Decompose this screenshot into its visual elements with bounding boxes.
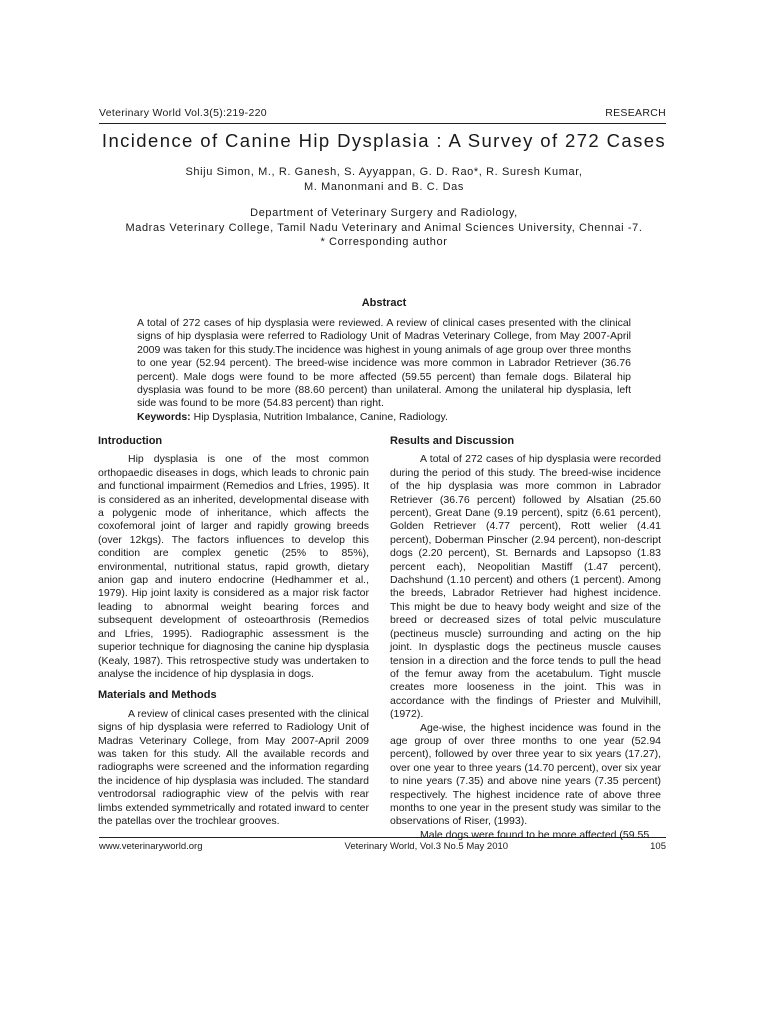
affiliation-line-1: Department of Veterinary Surgery and Radiology, — [250, 207, 518, 219]
author-line-1: Shiju Simon, M., R. Ganesh, S. Ayyappan, G. D. Rao*, R. Suresh Kumar, — [185, 166, 583, 178]
left-column — [98, 435, 369, 828]
header-rule — [99, 123, 666, 124]
results-paragraph-1: A total of 272 cases of hip dysplasia were recorded during the period of this study. The breed-wise incidence of the hip dysplasia was more common in Labrador Retriever (36.76 percent) followed by Alsatian (25.60 percent), Great Dane (9.19 percent), spitz (6.61 percent), Golden Retriever (4.77 percent), Rott welier (4.41 percent), Doberman Pinscher (2.94 percent), non-descript dogs (2.20 percent), St. Bernards and Lapsopso (1.83 percent each), Neopolitian Mastiff (1.47 percent), Dachshund (1.10 percent) and others (1 percent). Among the breeds, Labrador Retriever had highest incidence. This might be due to heavy body weight and size of the breed or decreased sizes of total pelvic musculature (pectineus muscle) surrounding and acting on the hip joint. In dysplastic dogs the pectineus muscle causes tension in a direction and the force tends to pull the head of the femur away from the acetabulum. Tight muscle creates more looseness in the joint. This was in accordance with the findings of Priester and Mulvihill, (1972). — [390, 453, 661, 721]
footer-page-number: 105 — [650, 841, 666, 852]
keywords-label: Keywords: — [137, 410, 191, 423]
corresponding-author-note: * Corresponding author — [320, 236, 448, 248]
materials-methods-body: A review of clinical cases presented with the clinical signs of hip dysplasia were referred to Radiology Unit of Madras Veterinary College, from May 2007-April 2009 was taken for this study. All the available records and radiographs were screened and the information regarding the incidence of hip dysplasia was included. The standard ventrodorsal radiographic view of the pelvis with rear limbs extended symmetrically and rotated inward to center the patellas over the trochlear grooves. — [98, 707, 369, 827]
footer-journal-issue: Veterinary World, Vol.3 No.5 May 2010 — [344, 841, 509, 852]
section-label: RESEARCH — [605, 107, 666, 119]
journal-citation: Veterinary World Vol.3(5):219-220 — [99, 107, 267, 119]
right-column — [390, 435, 661, 842]
abstract-body — [137, 317, 631, 424]
article-title: Incidence of Canine Hip Dysplasia : A Survey of 272 Cases — [101, 130, 667, 151]
abstract-heading: Abstract — [361, 297, 407, 309]
results-paragraph-2: Age-wise, the highest incidence was found in the age group of over three months to one year (52.94 percent), followed by over three year to six years (17.27), over one year to three years (14.70 percent), over six year to nine years (7.35) and above nine years (7.35 percent) respectively. The highest incidence rate of above three months to one year in the present study was similar to the observations of Riser, (1993). — [390, 721, 661, 828]
footer-website: www.veterinaryworld.org — [99, 841, 203, 852]
affiliation-line-2: Madras Veterinary College, Tamil Nadu Veterinary and Animal Sciences University, Chennai -7. — [125, 221, 643, 234]
footer-rule — [99, 837, 666, 838]
author-list — [80, 165, 688, 195]
introduction-heading: Introduction — [98, 435, 163, 447]
materials-methods-heading: Materials and Methods — [98, 689, 217, 702]
keywords-text: Hip Dysplasia, Nutrition Imbalance, Canine, Radiology. — [190, 410, 448, 423]
running-header — [99, 107, 666, 119]
results-paragraph-3: Male dogs were found to be more affected (59.55 — [420, 828, 650, 841]
page-footer — [99, 841, 666, 852]
abstract-text: A total of 272 cases of hip dysplasia were reviewed. A review of clinical cases presented with the clinical signs of hip dysplasia were referred to Radiology Unit of Madras Veterinary College, from May 2007-April 2009 was taken for this study.The incidence was highest in young animals of age group over three months to one year (52.94 percent). The breed-wise incidence was more common in Labrador Retriever (36.76 percent). Male dogs were found to be more affected (59.55 percent) than female dogs. Bilateral hip dysplasia was found to be more (88.60 percent) than unilateral. Among the unilateral hip dysplasia, left side was found to be more (54.83 percent) than right. — [137, 317, 631, 410]
author-line-2: M. Manonmani and B. C. Das — [304, 181, 464, 193]
affiliation-block — [70, 206, 698, 250]
results-discussion-heading: Results and Discussion — [390, 435, 515, 447]
introduction-body: Hip dysplasia is one of the most common orthopaedic diseases in dogs, which leads to chronic pain and functional impairment (Remedios and Lfries, 1995). It is considered as an inherited, developmental disease with a polygenic mode of inheritance, which affects the coxofemoral joint of larger and rapidly growing breeds (over 12kgs). The factors influences to develop this condition are complex genetic (25% to 85%), environmental, nutritional status, rapid growth, dietary anion gap and inutero endocrine (Hedhammer et al., 1979). Hip joint laxity is considered as a major risk factor leading to abnormal weight bearing forces and subsequent development of osteoarthrosis (Remedios and Lfries, 1995). Radiographic assessment is the superior technique for diagnosing the canine hip dysplasia (Kealy, 1987). This retrospective study was undertaken to analyse the incidence of hip dysplasia in dogs. — [98, 453, 369, 680]
